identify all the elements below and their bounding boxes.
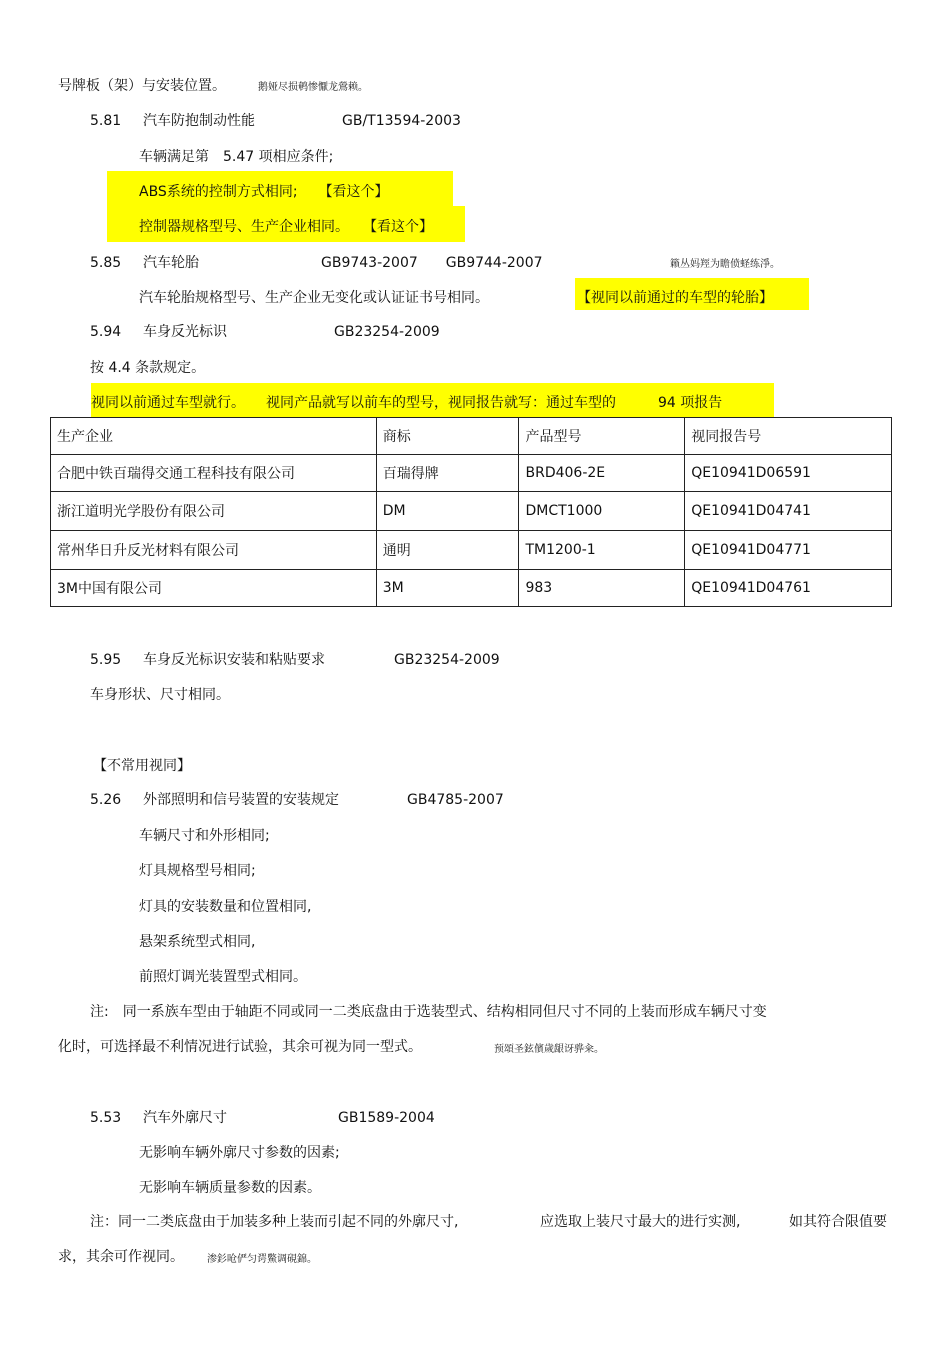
- table-row: [51, 531, 892, 570]
- section-title: 汽车外廓尺寸: [143, 1110, 227, 1126]
- table-header: 视同报告号: [685, 418, 892, 455]
- table-cell: 百瑞得牌: [376, 455, 519, 492]
- section-standard: GB23254-2009: [334, 324, 440, 340]
- garbled-text: 籟丛妈羥为瞻偾蛏练淨。: [670, 259, 780, 270]
- table-header: 产品型号: [519, 418, 685, 455]
- list-item: 悬架系统型式相同,: [139, 934, 256, 950]
- text-line: 按 4.4 条款规定。: [90, 360, 206, 376]
- garbled-text: 鹅娅尽损鹌惨懨龙鶯赖。: [258, 82, 368, 93]
- table-row: [51, 492, 892, 531]
- section-standard: GB4785-2007: [407, 792, 504, 808]
- note-text: 化时，可选择最不利情况进行试验，其余可视为同一型式。: [58, 1039, 422, 1055]
- table-cell: 3M中国有限公司: [51, 570, 377, 607]
- list-item: 无影响车辆外廓尺寸参数的因素;: [139, 1145, 340, 1161]
- table-row: [51, 455, 892, 492]
- text-line: 号牌板（架）与安装位置。: [58, 78, 226, 94]
- garbled-text: 渗釤呛俨匀谔鱉调硯錦。: [207, 1254, 317, 1265]
- table-cell: QE10941D06591: [685, 455, 892, 492]
- section-title: 外部照明和信号装置的安装规定: [143, 792, 339, 808]
- table-cell: QE10941D04741: [685, 492, 892, 531]
- table-cell: QE10941D04761: [685, 570, 892, 607]
- table-cell: 浙江道明光学股份有限公司: [51, 492, 377, 531]
- section-title: 汽车轮胎: [143, 255, 199, 271]
- table-cell: 常州华日升反光材料有限公司: [51, 531, 377, 570]
- list-item: 灯具的安装数量和位置相同,: [139, 899, 312, 915]
- table-cell: TM1200-1: [519, 531, 685, 570]
- report-table: [50, 417, 892, 607]
- section-number: 5.26: [90, 792, 122, 808]
- table-cell: DMCT1000: [519, 492, 685, 531]
- highlighted-text: 控制器规格型号、生产企业相同。 【看这个】: [139, 219, 433, 235]
- text-line: 车身形状、尺寸相同。: [90, 687, 230, 703]
- section-title: 车身反光标识: [143, 324, 227, 340]
- note-text: 应选取上装尺寸最大的进行实测,: [540, 1214, 741, 1230]
- highlighted-text: ABS系统的控制方式相同; 【看这个】: [139, 184, 389, 200]
- list-item: 灯具规格型号相同;: [139, 863, 256, 879]
- section-standard: GB9743-2007 GB9744-2007: [321, 255, 543, 271]
- highlighted-text: 视同以前通过车型就行。 视同产品就写以前车的型号，视同报告就写：通过车型的 94 项报告: [91, 395, 723, 411]
- table-cell: 3M: [376, 570, 519, 607]
- section-title: 车身反光标识安装和粘贴要求: [143, 652, 325, 668]
- note-text: 求，其余可作视同。: [58, 1249, 184, 1265]
- table-cell: BRD406-2E: [519, 455, 685, 492]
- table-header: 生产企业: [51, 418, 377, 455]
- section-number: 5.53: [90, 1110, 122, 1126]
- table-header-row: [51, 418, 892, 455]
- section-number: 5.94: [90, 324, 122, 340]
- section-number: 5.81: [90, 113, 122, 129]
- section-standard: GB/T13594-2003: [342, 113, 461, 129]
- note-text: 注: 同一系族车型由于轴距不同或同一二类底盘由于选装型式、结构相同但尺寸不同的上装而形成车辆尺寸变: [90, 1004, 767, 1020]
- section-number: 5.95: [90, 652, 122, 668]
- list-item: 前照灯调光装置型式相同。: [139, 969, 307, 985]
- section-title: 汽车防抱制动性能: [143, 113, 255, 129]
- table-row: [51, 570, 892, 607]
- table-cell: 合肥中铁百瑞得交通工程科技有限公司: [51, 455, 377, 492]
- table-cell: 通明: [376, 531, 519, 570]
- text-line: 汽车轮胎规格型号、生产企业无变化或认证证书号相同。: [139, 290, 489, 306]
- highlighted-text: 【视同以前通过的车型的轮胎】: [577, 290, 773, 306]
- note-text: 如其符合限值要: [789, 1214, 887, 1230]
- list-item: 车辆尺寸和外形相同;: [139, 828, 270, 844]
- note-text: 注：同一二类底盘由于加装多种上装而引起不同的外廓尺寸,: [90, 1214, 459, 1230]
- table-cell: DM: [376, 492, 519, 531]
- table-header: 商标: [376, 418, 519, 455]
- text-line: 车辆满足第 5.47 项相应条件;: [139, 149, 334, 165]
- table-cell: QE10941D04771: [685, 531, 892, 570]
- list-item: 无影响车辆质量参数的因素。: [139, 1180, 321, 1196]
- section-number: 5.85: [90, 255, 122, 271]
- table-cell: 983: [519, 570, 685, 607]
- section-standard: GB1589-2004: [338, 1110, 435, 1126]
- section-standard: GB23254-2009: [394, 652, 500, 668]
- garbled-text: 预頌圣鉉儐歲龈讶骅籴。: [494, 1044, 604, 1055]
- note-heading: 【不常用视同】: [93, 758, 191, 774]
